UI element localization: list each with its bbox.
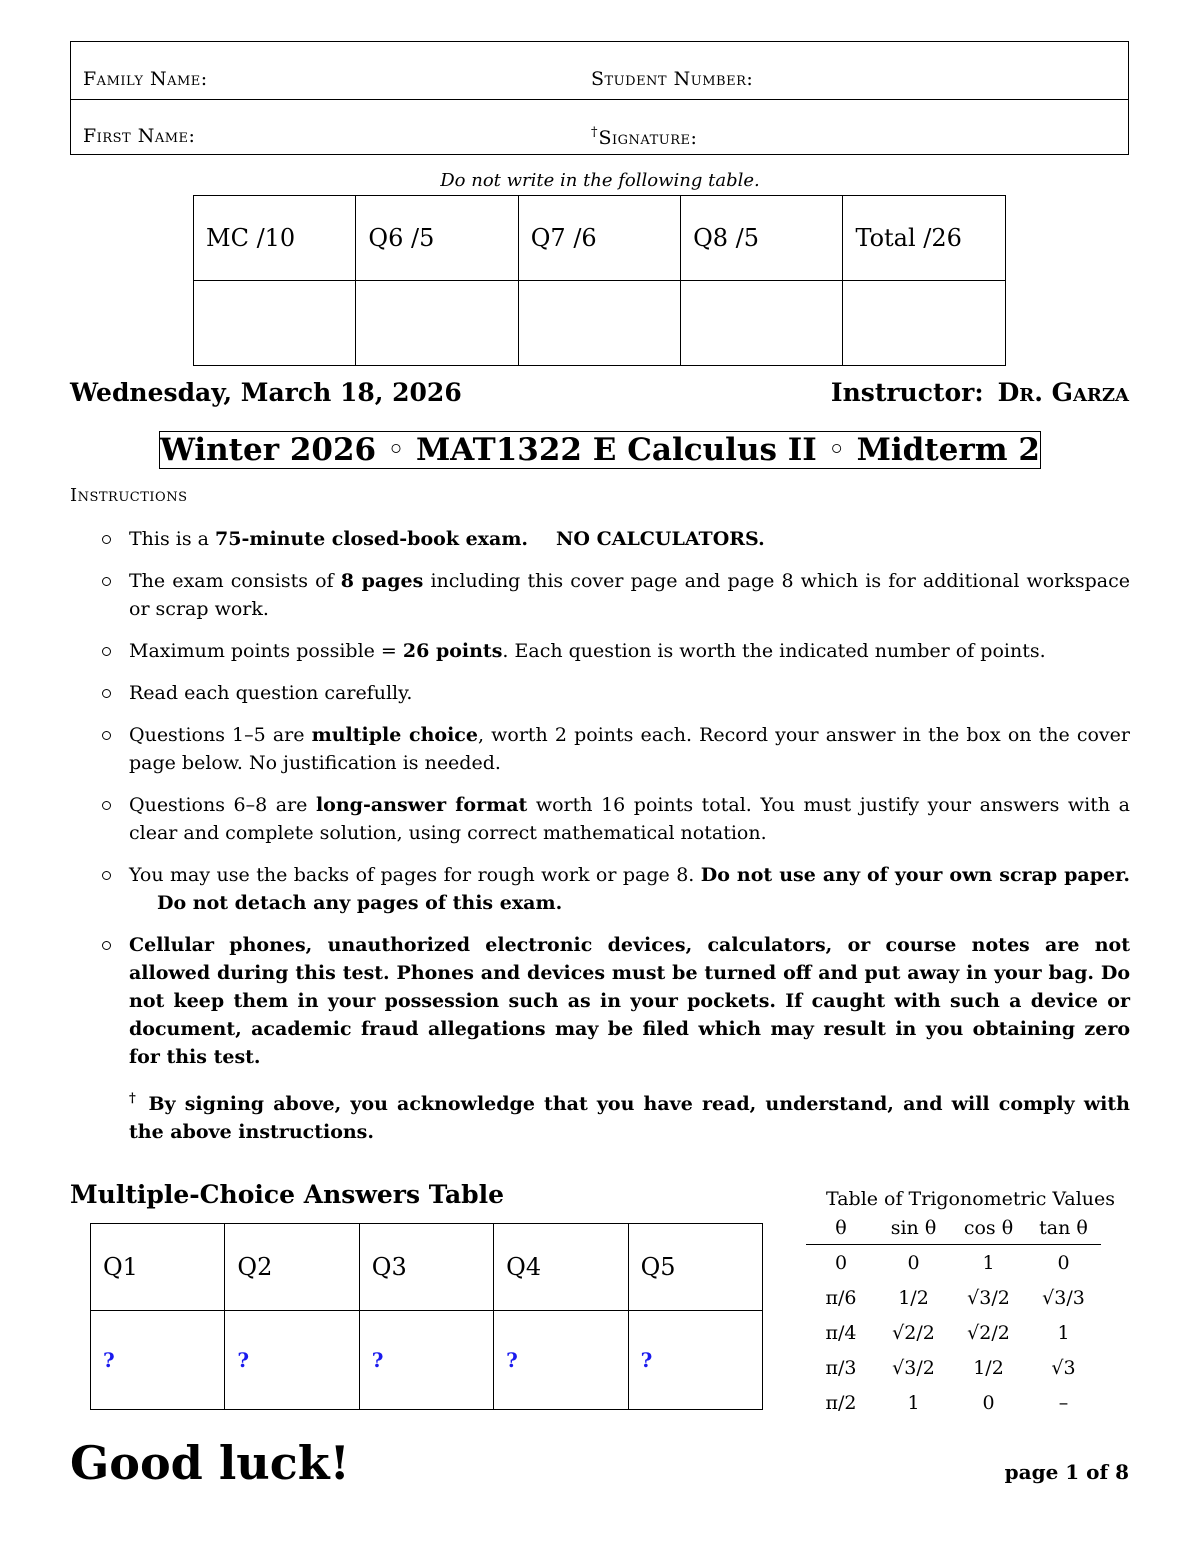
trig-row: π/6 1/2 √3/2 √3/3 <box>825 1286 1085 1309</box>
first-name-label: First Name: <box>83 125 196 147</box>
student-number-label: Student Number: <box>591 68 754 90</box>
score-cell-q7 <box>518 281 680 366</box>
instruction-item: The exam consists of 8 pages including this cover page and page 8 which is for additional workspace or scrap work. <box>102 567 1130 623</box>
instruction-item: Questions 1–5 are multiple choice, worth 2 points each. Record your answer in the box on the cover page below. No justification is needed. <box>102 721 1130 777</box>
trig-row: π/3 √3/2 1/2 √3 <box>825 1356 1076 1379</box>
mc-header-q4: Q4 <box>494 1224 628 1311</box>
instruction-item: Read each question carefully. <box>102 679 1130 707</box>
instruction-item: This is a 75-minute closed-book exam. NO CALCULATORS. <box>102 525 1130 553</box>
instruction-item: Questions 6–8 are long-answer format worth 16 points total. You must justify your answers with a clear and complete solution, using correct mathematical notation. <box>102 791 1130 847</box>
trig-header: tan θ <box>1026 1212 1101 1245</box>
grade-table-note: Do not write in the following table. <box>440 170 760 191</box>
bullet-icon <box>102 801 111 810</box>
mc-answer-q3: ? <box>359 1311 493 1410</box>
mc-table-heading: Multiple-Choice Answers Table <box>70 1180 505 1209</box>
exam-title: Winter 2026 ◦ MAT1322 E Calculus II ◦ Midterm 2 <box>160 432 1040 468</box>
instruction-item: You may use the backs of pages for rough work or page 8. Do not use any of your own scrap paper.Do not detach any pages of this exam. <box>102 861 1130 917</box>
trig-row: π/2 1 0 – <box>825 1391 1069 1414</box>
instructions-heading: Instructions <box>70 485 188 506</box>
trig-row: π/4 √2/2 √2/2 1 <box>825 1321 1070 1344</box>
identity-row-2 <box>71 99 1128 156</box>
score-header-q8: Q8 /5 <box>681 196 843 281</box>
mc-header-q5: Q5 <box>628 1224 762 1311</box>
score-cell-q8 <box>681 281 843 366</box>
signature-label: Signature: <box>598 127 698 149</box>
bullet-icon <box>102 941 111 950</box>
mc-answer-q5: ? <box>628 1311 762 1410</box>
trig-header: cos θ <box>951 1212 1026 1245</box>
page-number: page 1 of 8 <box>1004 1460 1129 1484</box>
score-header-q6: Q6 /5 <box>356 196 518 281</box>
mc-header-q3: Q3 <box>359 1224 493 1311</box>
bullet-icon <box>102 689 111 698</box>
instruction-item: Maximum points possible = 26 points. Each question is worth the indicated number of points. <box>102 637 1130 665</box>
mc-answer-q4: ? <box>494 1311 628 1410</box>
instructor-label: Instructor: <box>830 378 984 407</box>
bullet-icon <box>102 731 111 740</box>
trig-table-title: Table of Trigonometric Values <box>826 1188 1116 1210</box>
instructions-list <box>102 525 1130 1160</box>
score-table <box>193 195 1006 366</box>
mc-answer-q1: ? <box>91 1311 225 1410</box>
mc-header-q1: Q1 <box>91 1224 225 1311</box>
bullet-icon <box>102 647 111 656</box>
family-name-label: Family Name: <box>83 68 208 90</box>
good-luck-message: Good luck! <box>70 1436 350 1490</box>
score-header-mc: MC /10 <box>194 196 356 281</box>
score-cell-mc <box>194 281 356 366</box>
trig-values-table <box>806 1212 1101 1420</box>
acknowledgement-note: † By signing above, you acknowledge that you have read, understand, and will comply with the above instructions. <box>129 1091 1130 1143</box>
instructor-line <box>831 378 1129 407</box>
trig-row: 0 0 1 0 <box>834 1251 1070 1274</box>
bullet-icon <box>102 535 111 544</box>
student-identity-box <box>70 41 1129 155</box>
identity-row-1 <box>71 42 1128 100</box>
instruction-item: Cellular phones, unauthorized electronic devices, calculators, or course notes are not allowed during this test. Phones and devices must be turned off and put away in your bag. Do not keep them in your possession such as in your pockets. If caught with such a device or document, academic fraud allegations may be filed which may result in you obtaining zero for this test. <box>102 931 1130 1071</box>
bullet-icon <box>102 871 111 880</box>
score-header-total: Total /26 <box>843 196 1006 281</box>
mc-answer-q2: ? <box>225 1311 359 1410</box>
signature-field <box>591 125 697 149</box>
exam-date: Wednesday, March 18, 2026 <box>70 378 462 407</box>
score-header-q7: Q7 /6 <box>518 196 680 281</box>
mc-header-q2: Q2 <box>225 1224 359 1311</box>
bullet-icon <box>102 577 111 586</box>
trig-header: θ <box>806 1212 876 1245</box>
mc-answers-table <box>90 1223 763 1410</box>
instructor-name: Dr. Garza <box>997 378 1129 407</box>
score-cell-total <box>843 281 1006 366</box>
trig-header: sin θ <box>876 1212 951 1245</box>
score-cell-q6 <box>356 281 518 366</box>
signature-dagger: † <box>591 125 598 140</box>
